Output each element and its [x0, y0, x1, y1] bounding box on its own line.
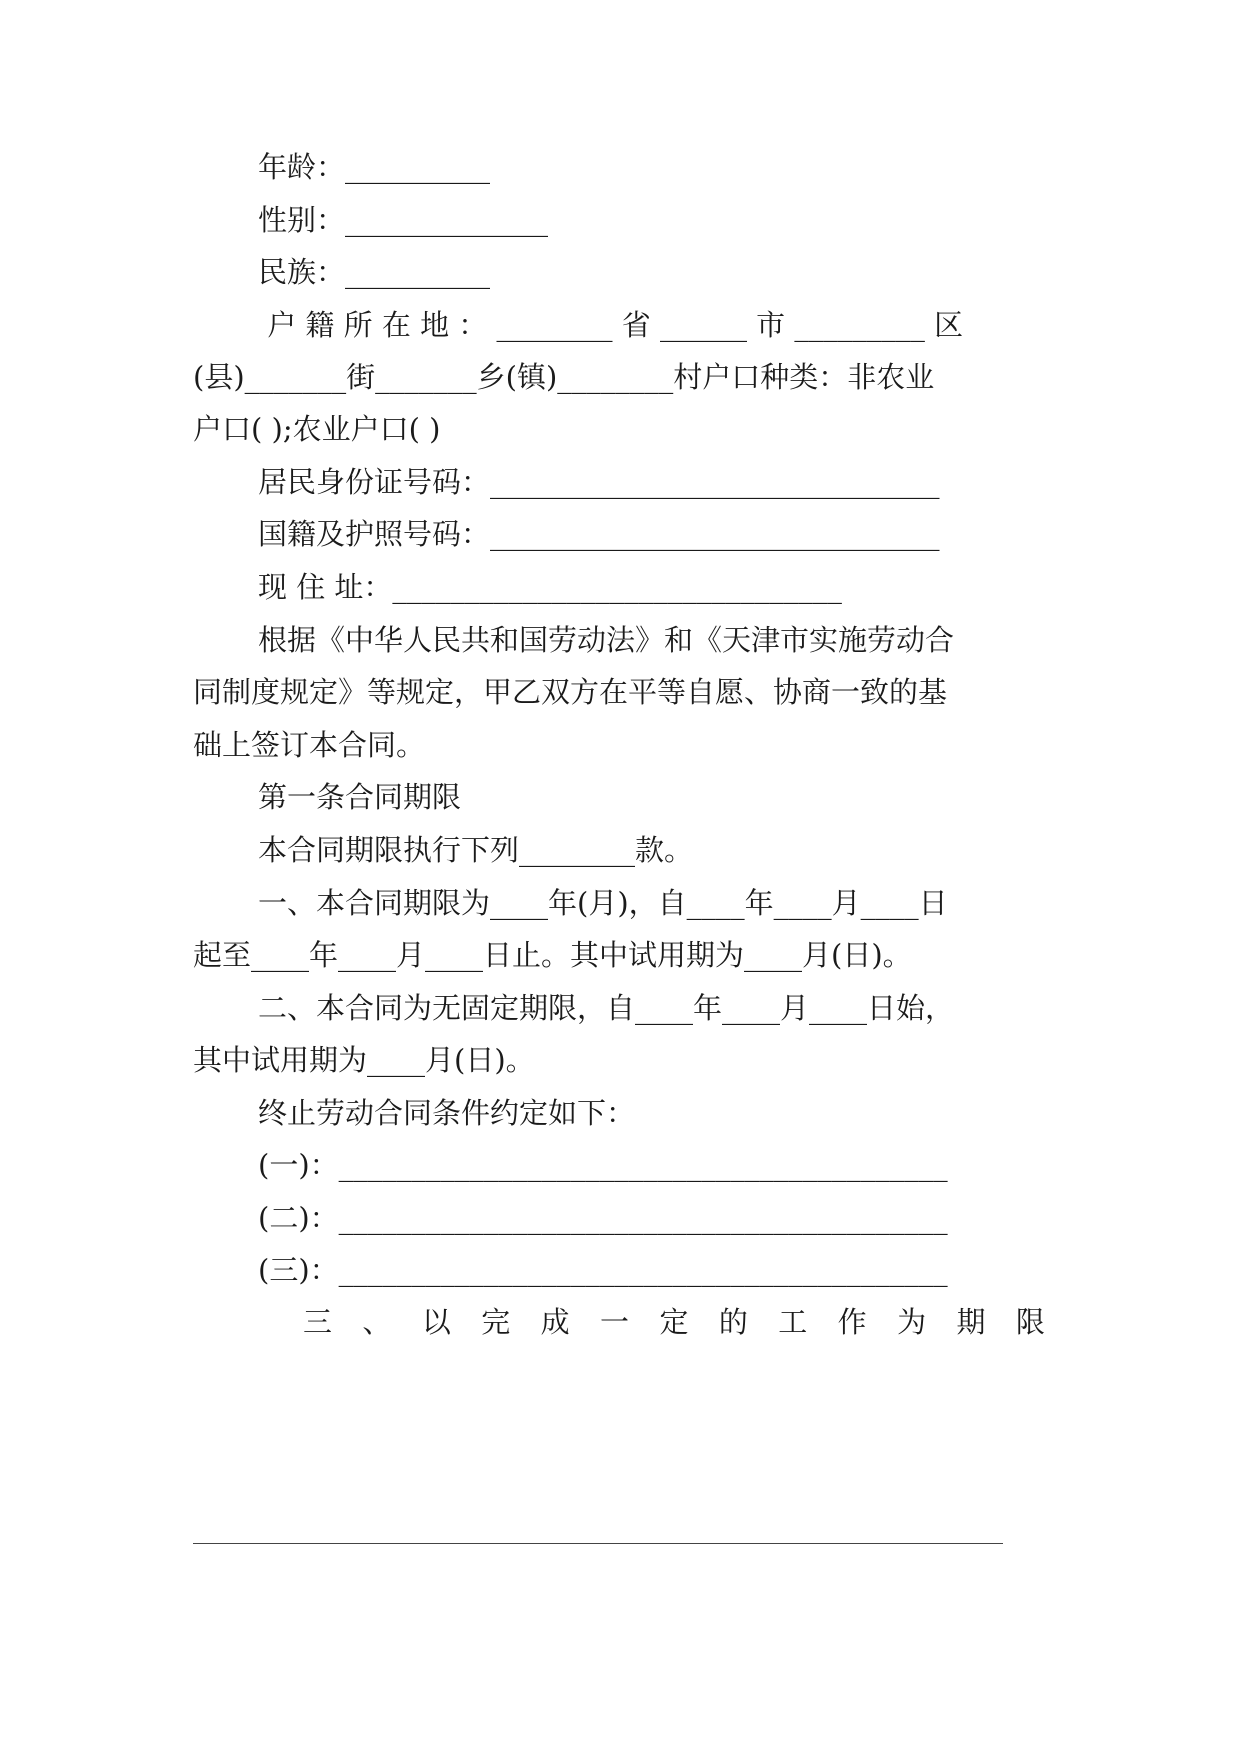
- id-number-field: 居民身份证号码：_______________________________: [258, 465, 940, 499]
- task-term-line: [193, 1302, 1045, 1342]
- article-one-heading: 第一条合同期限: [258, 780, 462, 814]
- task-term-char: 以: [421, 1305, 451, 1339]
- task-term-char: 限: [1015, 1305, 1045, 1339]
- household-register-line-2: (县)_______街_______乡(镇)________村户口种类：非农业: [193, 360, 935, 394]
- household-register-line-1: 户 籍 所 在 地 ： ________ 省 ______ 市 _________ 区: [258, 308, 964, 342]
- task-term-char: 成: [540, 1305, 570, 1339]
- task-term-char: 的: [718, 1305, 748, 1339]
- fixed-term-line-2: 起至____年____月____日止。其中试用期为____月(日)。: [193, 938, 912, 972]
- basis-paragraph-line-3: 础上签订本合同。: [193, 728, 426, 762]
- task-term-char: 、: [362, 1305, 392, 1339]
- task-term-char: 一: [600, 1305, 630, 1339]
- gender-field: 性别：______________: [258, 203, 549, 237]
- age-field: 年龄：__________: [258, 150, 491, 184]
- task-term-char: 作: [837, 1305, 867, 1339]
- task-term-char: 期: [956, 1305, 986, 1339]
- household-register-line-3: 户口( );农业户口( ): [193, 412, 441, 446]
- basis-paragraph-line-2: 同制度规定》等规定，甲乙双方在平等自愿、协商一致的基: [193, 675, 948, 709]
- task-term-char: 为: [897, 1305, 927, 1339]
- termination-condition-2: (二)：__________________________________________: [258, 1201, 948, 1235]
- task-term-char: 三: [303, 1305, 333, 1339]
- open-term-line-1: 二、本合同为无固定期限，自____年____月____日始，: [258, 991, 955, 1025]
- fill-in-blank-line: [193, 1543, 1003, 1544]
- task-term-char: 工: [778, 1305, 808, 1339]
- ethnicity-field: 民族：__________: [258, 255, 491, 289]
- fixed-term-line-1: 一、本合同期限为____年(月)，自____年____月____日: [258, 886, 948, 920]
- termination-heading: 终止劳动合同条件约定如下：: [258, 1096, 636, 1130]
- passport-field: 国籍及护照号码：_______________________________: [258, 517, 940, 551]
- basis-paragraph-line-1: 根据《中华人民共和国劳动法》和《天津市实施劳动合: [258, 623, 955, 657]
- termination-condition-3: (三)：__________________________________________: [258, 1253, 948, 1287]
- open-term-line-2: 其中试用期为____月(日)。: [193, 1043, 535, 1077]
- task-term-char: 完: [481, 1305, 511, 1339]
- term-clause-select: 本合同期限执行下列________款。: [258, 833, 694, 867]
- task-term-char: 定: [659, 1305, 689, 1339]
- termination-condition-1: (一)：__________________________________________: [258, 1148, 948, 1182]
- address-field: 现 住 址：_______________________________: [258, 570, 842, 604]
